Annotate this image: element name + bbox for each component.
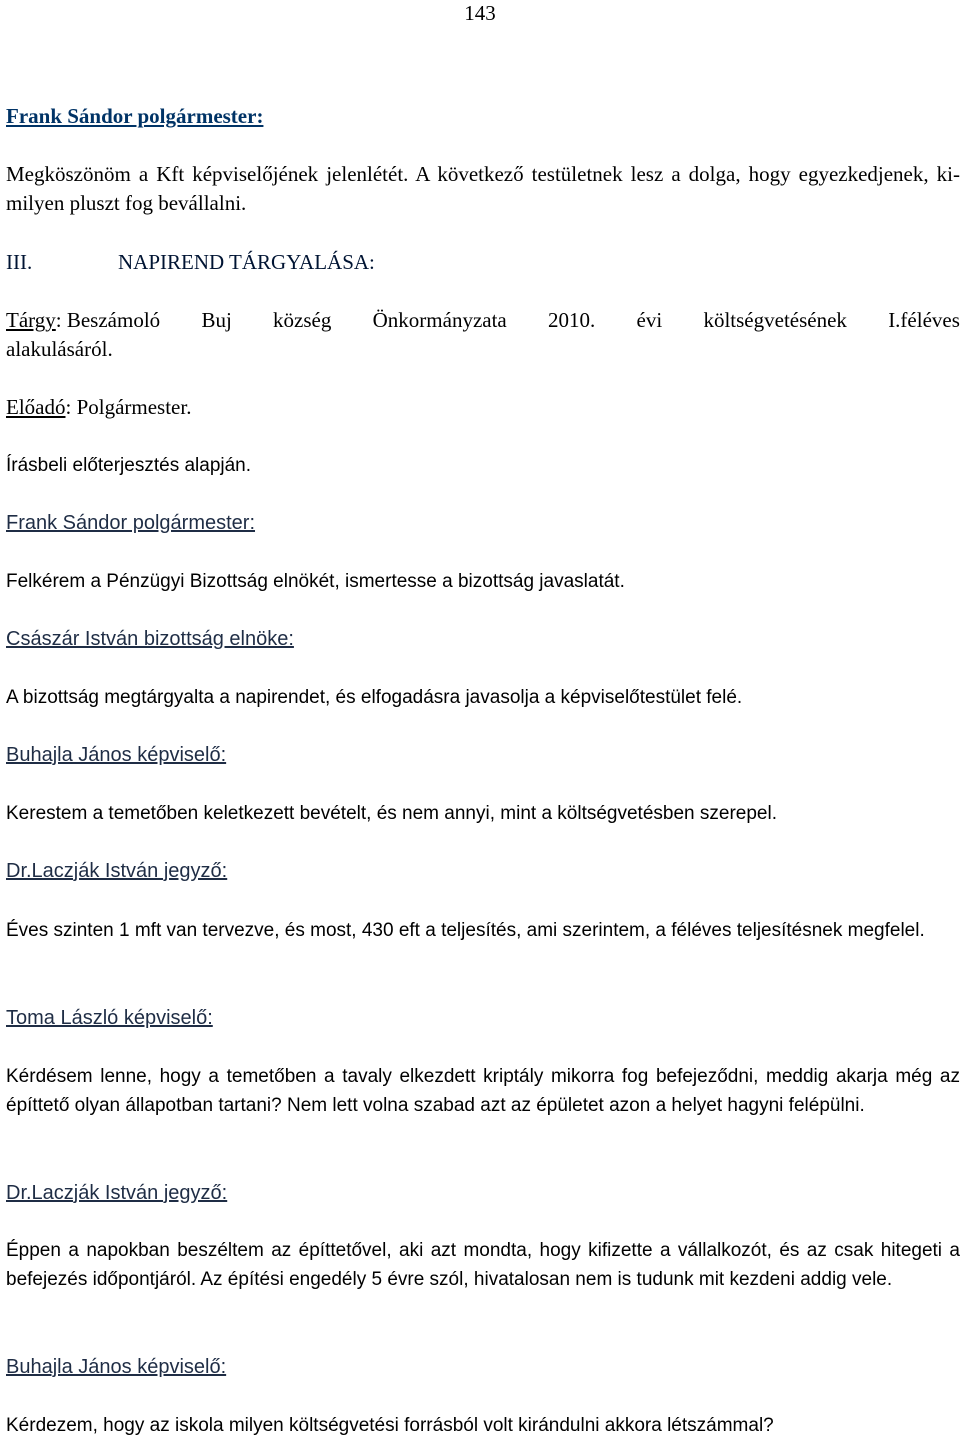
presenter-label: Előadó	[6, 395, 66, 419]
agenda-heading	[6, 248, 960, 277]
subject-word-0: : Beszámoló	[55, 308, 161, 332]
paragraph-school-trip: Kérdezem, hogy az iskola milyen költségvetési forrásból volt kirándulni akkora létszámmal?	[6, 1415, 774, 1436]
speaker-buhajla-2: Buhajla János képviselő:	[6, 1356, 227, 1378]
agenda-title: NAPIREND TÁRGYALÁSA:	[118, 250, 375, 274]
speaker-laczjak-1: Dr.Laczják István jegyző:	[6, 860, 228, 882]
speaker-toma: Toma László képviselő:	[6, 1007, 213, 1029]
subject-word-6: költségvetésének	[703, 308, 847, 332]
paragraph-cemetery-revenue: Kerestem a temetőben keletkezett bevételt, és nem annyi, mint a költségvetésben szerepel.	[6, 803, 777, 824]
presenter-value: : Polgármester.	[65, 395, 192, 419]
speaker-laczjak-2: Dr.Laczják István jegyző:	[6, 1182, 228, 1204]
speaker-frank-2: Frank Sándor polgármester:	[6, 512, 256, 534]
subject-word-5: évi	[636, 308, 663, 332]
speaker-buhajla-1: Buhajla János képviselő:	[6, 744, 227, 766]
page-number: 143	[464, 1, 496, 25]
subject-word-2: község	[273, 308, 332, 332]
subject-first-word	[6, 306, 160, 335]
subject-word-7: I.féléves	[888, 308, 960, 332]
paragraph-crypt-question: Kérdésem lenne, hogy a temetőben a tavaly elkezdett kriptály mikorra fog befejeződni, meddig akarja még az építtető olyan állapotban tartani? Nem lett volna szabad azt az épületet azon a helyet hagyni felépülni.	[6, 1066, 960, 1116]
presenter-line	[6, 393, 960, 422]
agenda-number: III.	[6, 250, 33, 274]
paragraph-kft-thanks: Megköszönöm a Kft képviselőjének jelenlétét. A következő testületnek lesz a dolga, hogy egyezkedjenek, ki-milyen pluszt fog bevállalni.	[6, 162, 960, 215]
subject-continuation: alakulásáról.	[6, 337, 113, 361]
paragraph-committee-opinion: A bizottság megtárgyalta a napirendet, és elfogadásra javasolja a képviselőtestület felé.	[6, 687, 743, 708]
paragraph-annual-plan: Éves szinten 1 mft van tervezve, és most, 430 eft a teljesítés, ami szerintem, a féléves teljesítésnek megfelel.	[6, 920, 925, 941]
written-proposal-note: Írásbeli előterjesztés alapján.	[6, 455, 252, 476]
speaker-frank-1: Frank Sándor polgármester:	[6, 104, 264, 128]
subject-word-1: Buj	[201, 308, 232, 332]
subject-label: Tárgy	[6, 308, 56, 332]
paragraph-builder-talk: Éppen a napokban beszéltem az építtetővel, aki azt mondta, hogy kifizette a vállalkozót, és az csak hitegeti a befejezés időpontjáról. Az építési engedély 5 évre szól, hivatalosan nem is tudunk mit kezdeni addig vele.	[6, 1240, 960, 1290]
paragraph-request-committee: Felkérem a Pénzügyi Bizottság elnökét, ismertesse a bizottság javaslatát.	[6, 571, 625, 592]
subject-word-4: 2010.	[548, 308, 596, 332]
subject-word-3: Önkormányzata	[372, 308, 507, 332]
speaker-csaszar: Császár István bizottság elnöke:	[6, 628, 294, 650]
subject-line	[6, 306, 960, 335]
